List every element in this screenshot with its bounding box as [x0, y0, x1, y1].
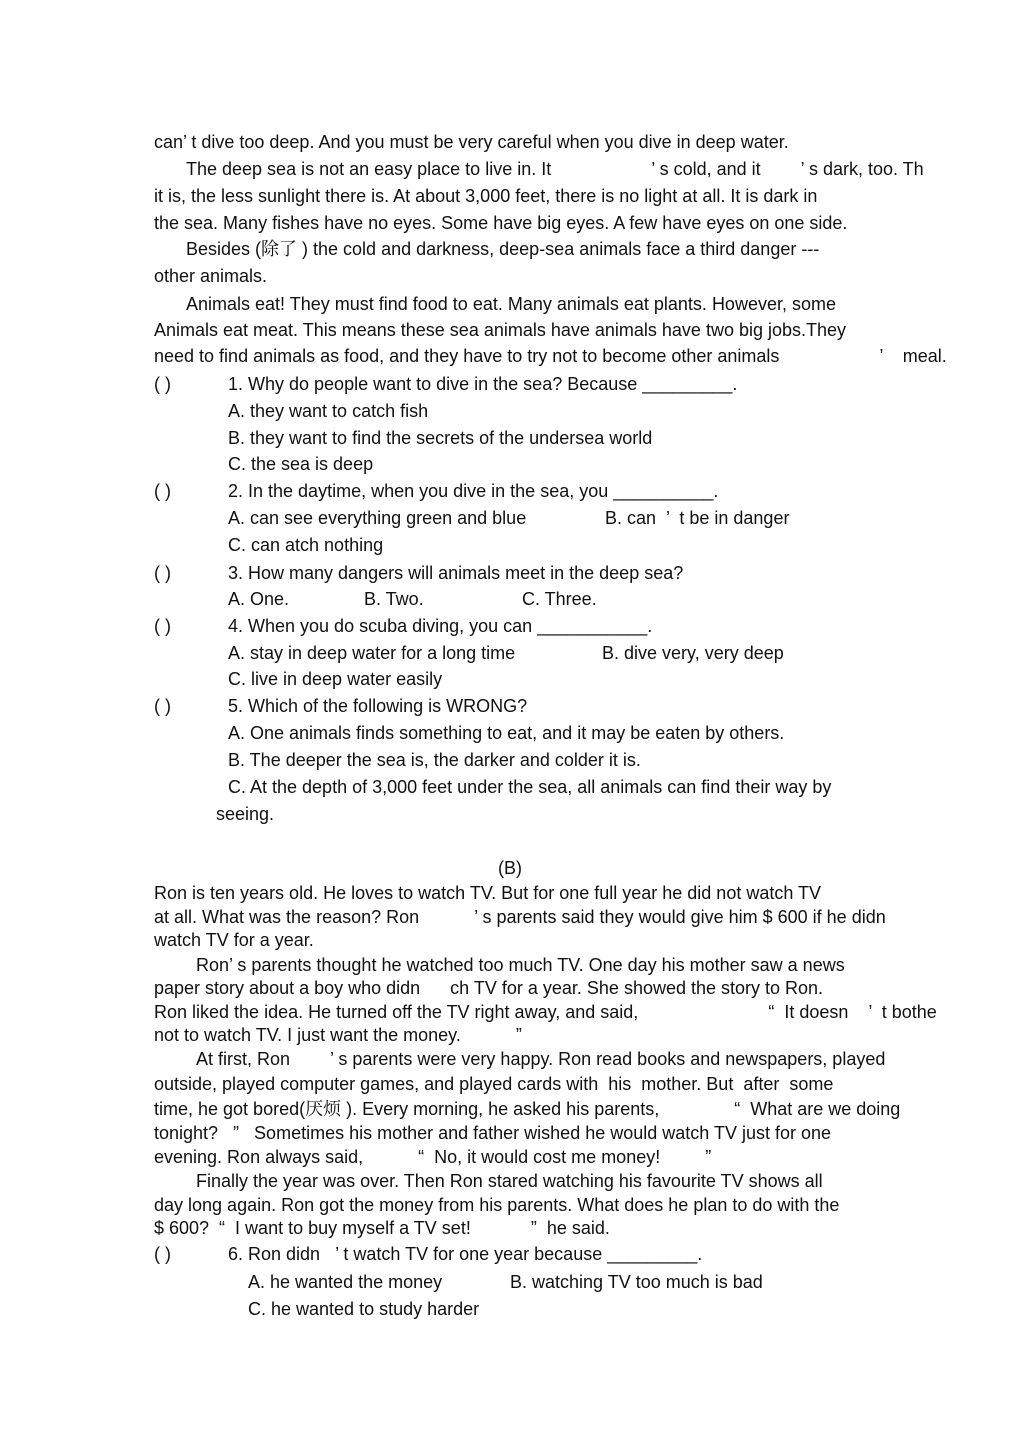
question-option: A. he wanted the money [248, 1272, 443, 1292]
answer-blank[interactable]: ( ) [154, 696, 171, 716]
question-option: B. can ’ t be in danger [605, 508, 790, 528]
question-option: seeing. [216, 804, 275, 824]
question-option: B. watching TV too much is bad [510, 1272, 763, 1292]
question-option: C. live in deep water easily [228, 669, 443, 689]
question-option: A. can see everything green and blue [228, 508, 527, 528]
question-option: C. the sea is deep [228, 454, 374, 474]
answer-blank[interactable]: ( ) [154, 563, 171, 583]
passage-line: not to watch TV. I just want the money. ” [154, 1025, 522, 1045]
answer-blank[interactable]: ( ) [154, 1244, 171, 1264]
answer-blank[interactable]: ( ) [154, 374, 171, 394]
passage-line: The deep sea is not an easy place to live in. It ’ s cold, and it ’ s dark, too. Th [186, 159, 924, 179]
passage-line: day long again. Ron got the money from his parents. What does he plan to do with the [154, 1195, 840, 1215]
question-stem: 4. When you do scuba diving, you can ___________. [228, 616, 653, 636]
question-stem: 6. Ron didn ’ t watch TV for one year because _________. [228, 1244, 703, 1264]
passage-line: At first, Ron ’ s parents were very happy. Ron read books and newspapers, played [196, 1049, 886, 1069]
question-stem: 2. In the daytime, when you dive in the sea, you __________. [228, 481, 719, 501]
answer-blank[interactable]: ( ) [154, 481, 171, 501]
passage-line: Ron liked the idea. He turned off the TV right away, and said, “ It doesn ’ t bothe [154, 1002, 937, 1022]
passage-line: Finally the year was over. Then Ron stared watching his favourite TV shows all [196, 1171, 823, 1191]
section-title: (B) [498, 858, 522, 878]
passage-line: Ron is ten years old. He loves to watch TV. But for one full year he did not watch TV [154, 883, 822, 903]
question-option: B. The deeper the sea is, the darker and colder it is. [228, 750, 641, 770]
question-option: A. One. [228, 589, 290, 609]
passage-line: Animals eat! They must find food to eat. Many animals eat plants. However, some [186, 294, 836, 314]
passage-line: watch TV for a year. [154, 930, 314, 950]
question-option: B. dive very, very deep [602, 643, 784, 663]
question-option: C. he wanted to study harder [248, 1299, 480, 1319]
question-stem: 5. Which of the following is WRONG? [228, 696, 528, 716]
question-option: A. stay in deep water for a long time [228, 643, 516, 663]
passage-line: it is, the less sunlight there is. At about 3,000 feet, there is no light at all. It is dark in [154, 186, 818, 206]
question-option: C. At the depth of 3,000 feet under the sea, all animals can find their way by [228, 777, 832, 797]
answer-blank[interactable]: ( ) [154, 616, 171, 636]
question-stem: 3. How many dangers will animals meet in the deep sea? [228, 563, 684, 583]
passage-line: tonight? ” Sometimes his mother and father wished he would watch TV just for one [154, 1123, 832, 1143]
passage-line: other animals. [154, 266, 268, 286]
passage-line: $ 600? “ I want to buy myself a TV set! ” he said. [154, 1218, 610, 1238]
passage-line: at all. What was the reason? Ron ’ s parents said they would give him $ 600 if he didn [154, 907, 886, 927]
passage-line: outside, played computer games, and played cards with his mother. But after some [154, 1074, 834, 1094]
question-option: B. they want to find the secrets of the undersea world [228, 428, 653, 448]
question-option: A. One animals finds something to eat, and it may be eaten by others. [228, 723, 785, 743]
question-stem: 1. Why do people want to dive in the sea? Because _________. [228, 374, 738, 394]
passage-line: Animals eat meat. This means these sea animals have animals have two big jobs.They [154, 320, 847, 340]
passage-line: the sea. Many fishes have no eyes. Some have big eyes. A few have eyes on one side. [154, 213, 848, 233]
passage-line: need to find animals as food, and they have to try not to become other animals ’ meal. [154, 346, 947, 366]
question-option: B. Two. [364, 589, 424, 609]
question-option: A. they want to catch fish [228, 401, 429, 421]
passage-line: time, he got bored(厌烦 ). Every morning, he asked his parents, “ What are we doing [154, 1099, 901, 1119]
passage-line: Besides (除了 ) the cold and darkness, deep-sea animals face a third danger --- [186, 239, 820, 259]
question-option: C. can atch nothing [228, 535, 384, 555]
question-option: C. Three. [522, 589, 597, 609]
passage-line: evening. Ron always said, “ No, it would cost me money! ” [154, 1147, 712, 1167]
passage-line: Ron’ s parents thought he watched too much TV. One day his mother saw a news [196, 955, 845, 975]
passage-line: can’ t dive too deep. And you must be very careful when you dive in deep water. [154, 132, 789, 152]
passage-line: paper story about a boy who didn ch TV for a year. She showed the story to Ron. [154, 978, 824, 998]
